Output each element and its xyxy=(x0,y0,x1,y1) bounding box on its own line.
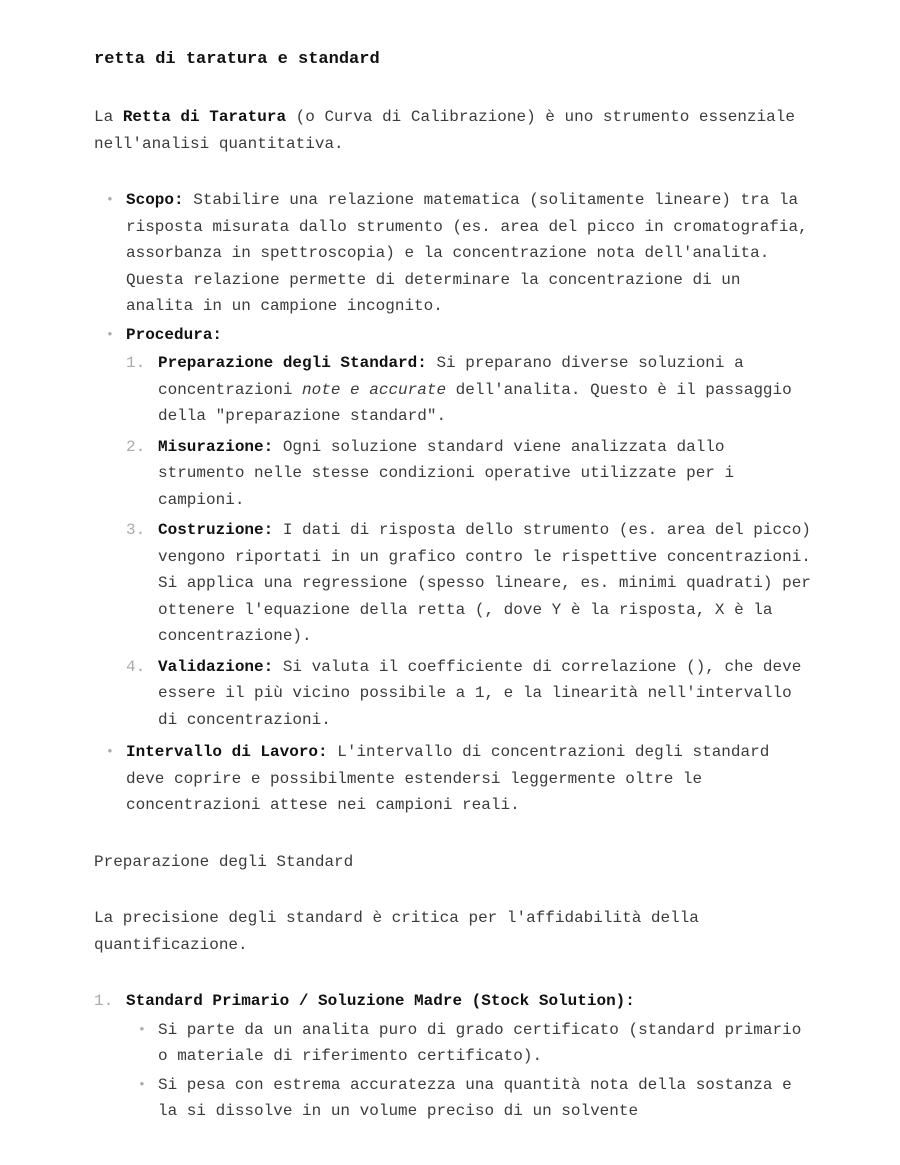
step-item: 2. Misurazione: Ogni soluzione standard viene analizzata dallo strumento nelle stesse condizioni operative utilizzate per i campioni. xyxy=(126,434,814,514)
step-item: 3. Costruzione: I dati di risposta dello strumento (es. area del picco) vengono riportati in un grafico contro le rispettive concentrazioni. Si applica una regressione (spesso lineare, es. minimi quadrati) per ottenere l'equazione della retta (, dove Y è la risposta, X è la concentrazione). xyxy=(126,517,814,650)
step-number: 3. xyxy=(126,521,146,539)
list-item-intervallo xyxy=(94,739,814,819)
procedura-steps xyxy=(126,350,814,733)
step-label: Validazione: xyxy=(158,657,274,676)
step-label: Misurazione: xyxy=(158,437,274,456)
standard-item xyxy=(94,988,814,1125)
document xyxy=(94,46,814,1131)
step-number: 2. xyxy=(126,437,146,456)
step-number: 1. xyxy=(126,354,146,372)
step-item: 4. Validazione: Si valuta il coefficiente di correlazione (), che deve essere il più vicino possibile a 1, e la linearità nell'intervallo di concentrazioni. xyxy=(126,654,814,734)
step-italic: note e accurate xyxy=(302,380,447,399)
list-item-scopo xyxy=(94,187,814,320)
intervallo-text: L'intervallo di concentrazioni degli standard deve coprire e possibilmente estendersi leggermente oltre le concentrazioni attese nei campioni reali. xyxy=(126,743,770,814)
section-paragraph: La precisione degli standard è critica per l'affidabilità della quantificazione. xyxy=(94,909,699,954)
list-item-procedura xyxy=(94,322,814,734)
standard-label: Standard Primario / Soluzione Madre (Stock Solution): xyxy=(126,992,635,1010)
list-item: • Si parte da un analita puro di grado certificato (standard primario o materiale di riferimento certificato). xyxy=(126,1017,814,1070)
main-bullet-list xyxy=(94,187,814,819)
list-item: • Si pesa con estrema accuratezza una quantità nota della sostanza e la si dissolve in un volume preciso di un solvente xyxy=(126,1072,814,1125)
intro-bold-term: Retta di Taratura xyxy=(122,108,287,126)
step-item: 1. Preparazione degli Standard: Si preparano diverse soluzioni a concentrazioni note e accurate dell'analita. Questo è il passaggio della "preparazione standard". xyxy=(126,350,814,430)
scopo-label: Scopo: xyxy=(126,191,184,209)
procedura-label: Procedura: xyxy=(126,325,223,344)
standard-number: 1. xyxy=(94,992,114,1010)
page-title: retta di taratura e standard xyxy=(94,50,380,69)
step-number: 4. xyxy=(126,657,146,676)
intervallo-label: Intervallo di Lavoro: xyxy=(126,743,328,761)
standard-bullets xyxy=(126,1017,814,1125)
step-label: Preparazione degli Standard: xyxy=(158,354,427,372)
section-heading: Preparazione degli Standard xyxy=(94,852,354,871)
intro-paragraph: La Retta di Taratura (o Curva di Calibrazione) è uno strumento essenziale nell'analisi quantitativa. xyxy=(94,108,795,153)
step-label: Costruzione: xyxy=(158,521,274,539)
scopo-text: Stabilire una relazione matematica (solitamente lineare) tra la risposta misurata dallo strumento (es. area del picco in cromatografia, assorbanza in spettroscopia) e la concentrazione nota dell'analita. Questa relazione permette di determinare la concentrazione di un analita in un campione incognito. xyxy=(126,191,808,315)
standards-list xyxy=(94,988,814,1125)
